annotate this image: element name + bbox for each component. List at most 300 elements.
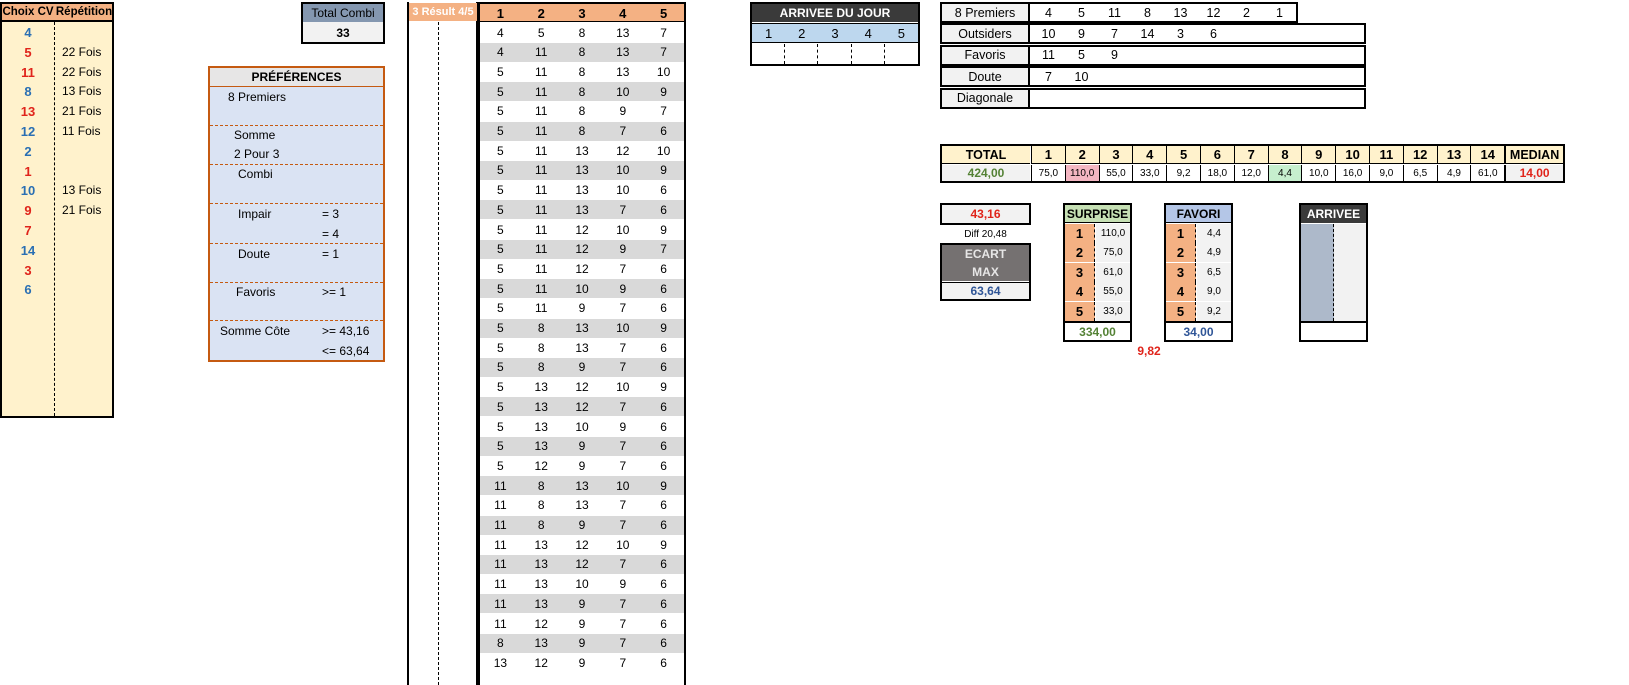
results-cell[interactable]: 5 — [497, 419, 504, 434]
results-cell[interactable]: 12 — [534, 458, 548, 473]
results-cell[interactable]: 13 — [575, 478, 589, 493]
results-cell[interactable]: 11 — [534, 202, 548, 217]
preferences-panel — [208, 66, 385, 362]
results-cell[interactable]: 5 — [497, 84, 504, 99]
results-cell[interactable]: 5 — [497, 399, 504, 414]
results-cell[interactable]: 5 — [497, 64, 504, 79]
total-column-value[interactable]: 4,4 — [1268, 165, 1302, 181]
favori-value[interactable]: 6,5 — [1197, 263, 1231, 282]
results-cell[interactable]: 7 — [619, 458, 627, 473]
results-cell[interactable]: 11 — [534, 124, 548, 138]
category-value[interactable]: 1 — [1276, 5, 1283, 20]
results-cell[interactable]: 9 — [660, 222, 667, 237]
results-cell[interactable]: 5 — [497, 104, 504, 119]
arrivee-title: ARRIVEE — [1301, 205, 1366, 223]
results-cell[interactable]: 6 — [660, 518, 667, 532]
category-value[interactable]: 10 — [1041, 26, 1056, 41]
results-cell[interactable]: 7 — [619, 360, 627, 375]
category-value[interactable]: 12 — [1206, 5, 1221, 20]
results-cell[interactable]: 12 — [534, 616, 548, 631]
results-cell[interactable]: 13 — [575, 340, 589, 355]
results-cell[interactable]: 12 — [575, 399, 589, 414]
results-cell[interactable]: 13 — [575, 183, 589, 198]
total-column-number: 12 — [1403, 146, 1437, 164]
repetition-value[interactable] — [62, 142, 114, 161]
median-label: MEDIAN — [1504, 146, 1563, 164]
results-cell[interactable]: 13 — [534, 439, 548, 454]
category-value[interactable]: 9 — [1111, 48, 1118, 63]
diff-label: Diff 20,48 — [964, 228, 1007, 240]
results-cell[interactable]: 6 — [660, 124, 667, 138]
results-cell[interactable]: 10 — [575, 577, 589, 592]
preference-separator — [210, 125, 383, 126]
total-column-value[interactable]: 61,0 — [1470, 165, 1504, 181]
choix-cv-value[interactable]: 14 — [20, 242, 36, 258]
results-cell[interactable]: 5 — [497, 261, 504, 276]
results-cell[interactable]: 8 — [578, 45, 586, 60]
results-cell[interactable]: 8 — [537, 340, 545, 355]
median-value: 14,00 — [1504, 165, 1563, 181]
choix-cv-value[interactable]: 3 — [24, 262, 32, 278]
results-cell[interactable]: 13 — [616, 45, 630, 60]
results-cell[interactable]: 9 — [578, 439, 586, 454]
repetition-value[interactable]: 22 Fois — [62, 44, 102, 59]
surprise-value[interactable]: 75,0 — [1096, 243, 1130, 262]
results-cell[interactable]: 6 — [660, 498, 667, 513]
category-value[interactable]: 5 — [1078, 5, 1085, 20]
total-column-value[interactable]: 55,0 — [1099, 165, 1133, 181]
total-column-number: 13 — [1437, 146, 1471, 164]
results-cell[interactable]: 11 — [534, 183, 548, 198]
results-cell[interactable]: 6 — [660, 439, 667, 454]
surprise-value[interactable]: 55,0 — [1096, 282, 1130, 301]
results-cell[interactable]: 12 — [575, 261, 589, 276]
results-cell[interactable]: 7 — [619, 616, 627, 631]
category-label: 8 Premiers — [942, 4, 1030, 21]
results-cell[interactable]: 11 — [494, 596, 507, 611]
results-cell[interactable]: 10 — [616, 183, 630, 198]
results-cell[interactable]: 11 — [534, 45, 548, 60]
results-cell[interactable]: 10 — [656, 64, 671, 79]
results-cell[interactable]: 9 — [619, 281, 627, 296]
repetition-value[interactable]: 11 Fois — [62, 124, 101, 138]
results-cell[interactable]: 11 — [494, 616, 507, 631]
extra-value: 9,82 — [1137, 344, 1161, 358]
arrivee-col2 — [1334, 224, 1366, 321]
results-cell[interactable]: 7 — [619, 340, 627, 355]
results-cell[interactable]: 5 — [497, 124, 504, 138]
results-cell[interactable]: 8 — [537, 498, 545, 513]
results-cell[interactable]: 5 — [497, 321, 504, 335]
surprise-value[interactable]: 33,0 — [1096, 302, 1130, 321]
preference-label: 8 Premiers — [228, 90, 287, 104]
results-cell[interactable]: 11 — [534, 222, 548, 237]
results-cell[interactable]: 13 — [493, 655, 508, 670]
results-cell[interactable]: 8 — [578, 84, 586, 99]
results-cell[interactable]: 5 — [497, 380, 504, 395]
choix-cv-value[interactable]: 8 — [24, 84, 32, 100]
results-cell[interactable]: 13 — [575, 498, 589, 513]
favori-total: 34,00 — [1183, 324, 1214, 339]
results-cell[interactable]: 4 — [497, 25, 504, 40]
preference-separator — [210, 282, 383, 283]
results-cell[interactable]: 13 — [534, 557, 548, 572]
results-cell[interactable]: 11 — [534, 143, 548, 158]
choix-cv-value[interactable]: 6 — [24, 282, 32, 298]
results-cell[interactable]: 5 — [497, 202, 504, 217]
choix-cv-value[interactable]: 13 — [20, 104, 36, 120]
repetition-value[interactable]: 13 Fois — [62, 84, 102, 99]
choix-cv-value[interactable]: 7 — [24, 223, 32, 238]
total-column-value[interactable]: 10,0 — [1301, 165, 1335, 181]
results-cell[interactable]: 13 — [575, 202, 589, 217]
results-cell[interactable]: 13 — [575, 143, 589, 158]
results-cell[interactable]: 11 — [494, 537, 507, 552]
preference-label: Somme — [234, 128, 276, 142]
results-cell[interactable]: 5 — [497, 301, 504, 316]
results-cell[interactable]: 5 — [497, 143, 504, 158]
results-cell[interactable]: 7 — [660, 104, 667, 119]
results-cell[interactable]: 9 — [619, 104, 627, 119]
total-column-number: 9 — [1301, 146, 1335, 164]
favori-value[interactable]: 4,4 — [1197, 224, 1231, 243]
results-cell[interactable]: 6 — [660, 596, 667, 611]
results-cell[interactable]: 9 — [578, 458, 586, 473]
results-cell[interactable]: 8 — [537, 360, 545, 375]
results-cell[interactable]: 6 — [660, 655, 667, 670]
results-label: 3 Résult 4/5 — [409, 3, 477, 21]
results-cell[interactable]: 5 — [497, 340, 504, 355]
results-cell[interactable]: 9 — [578, 301, 586, 316]
arrivee-jour-input[interactable] — [818, 44, 851, 64]
results-cell[interactable]: 10 — [616, 478, 630, 493]
results-cell[interactable]: 13 — [616, 64, 630, 79]
surprise-rank: 1 — [1065, 224, 1095, 243]
results-column-header: 2 — [537, 5, 545, 21]
results-column-header: 1 — [496, 5, 505, 21]
total-column-value[interactable]: 4,9 — [1437, 165, 1471, 181]
results-left-frame — [407, 2, 478, 685]
results-cell[interactable]: 11 — [494, 557, 507, 572]
results-cell[interactable]: 6 — [660, 557, 667, 572]
results-cell[interactable]: 5 — [497, 163, 504, 178]
preference-value[interactable]: = 3 — [322, 207, 340, 221]
results-cell[interactable]: 8 — [578, 25, 586, 40]
results-cell[interactable]: 9 — [578, 360, 586, 375]
choix-cv-header: Choix CV — [2, 6, 54, 18]
preference-value[interactable]: >= 43,16 — [322, 324, 370, 338]
results-cell[interactable]: 6 — [660, 419, 667, 434]
results-cell[interactable]: 5 — [497, 360, 504, 375]
results-cell[interactable]: 7 — [660, 25, 667, 40]
preference-value[interactable]: >= 1 — [322, 285, 347, 299]
results-cell[interactable]: 13 — [534, 577, 548, 592]
surprise-value[interactable]: 110,0 — [1096, 224, 1130, 243]
results-cell[interactable]: 6 — [660, 301, 667, 316]
results-cell[interactable]: 5 — [497, 183, 504, 198]
total-column-number: 6 — [1200, 146, 1234, 164]
results-cell[interactable]: 13 — [534, 399, 548, 414]
results-cell[interactable]: 9 — [660, 321, 667, 335]
choix-cv-value[interactable]: 2 — [24, 143, 32, 159]
results-cell[interactable]: 6 — [660, 340, 667, 355]
repetition-value[interactable] — [62, 23, 114, 42]
results-cell[interactable]: 11 — [494, 478, 507, 493]
preference-value[interactable]: <= 63,64 — [322, 344, 370, 358]
favori-value[interactable]: 9,0 — [1197, 282, 1231, 301]
results-cell[interactable]: 11 — [534, 84, 548, 99]
category-value[interactable]: 6 — [1210, 26, 1217, 41]
results-cell[interactable]: 13 — [534, 419, 548, 434]
favori-rank: 3 — [1166, 263, 1196, 282]
total-column-value[interactable]: 6,5 — [1403, 165, 1437, 181]
total-column-value[interactable]: 18,0 — [1200, 165, 1234, 181]
results-cell[interactable]: 11 — [494, 577, 507, 592]
arrivee-jour-input[interactable] — [852, 44, 885, 64]
category-value[interactable]: 8 — [1144, 5, 1151, 20]
total-column-value[interactable]: 75,0 — [1031, 165, 1065, 181]
results-cell[interactable]: 13 — [534, 636, 548, 651]
results-cell[interactable]: 10 — [575, 281, 589, 296]
results-cell[interactable]: 6 — [660, 399, 667, 414]
category-label: Outsiders — [942, 25, 1030, 42]
results-cell[interactable]: 5 — [497, 222, 504, 237]
results-cell[interactable]: 10 — [616, 380, 630, 395]
category-value[interactable]: 13 — [1173, 5, 1188, 20]
preference-label: Impair — [238, 207, 272, 221]
category-value[interactable]: 5 — [1078, 48, 1085, 63]
results-cell[interactable]: 9 — [578, 596, 586, 611]
category-value[interactable]: 2 — [1243, 5, 1250, 20]
results-cell[interactable]: 12 — [575, 242, 589, 257]
results-cell[interactable]: 6 — [660, 636, 667, 651]
arrivee-total-box — [1299, 321, 1368, 342]
results-cell[interactable]: 13 — [534, 596, 548, 611]
total-column-number: 1 — [1031, 146, 1065, 164]
choix-cv-value[interactable]: 11 — [21, 64, 35, 80]
results-cell[interactable]: 9 — [619, 242, 627, 257]
preference-separator — [210, 164, 383, 165]
results-cell[interactable]: 9 — [578, 616, 586, 631]
total-column-number: 4 — [1132, 146, 1166, 164]
results-cell[interactable]: 10 — [656, 143, 671, 158]
results-cell[interactable]: 8 — [497, 636, 504, 651]
results-cell[interactable]: 7 — [619, 498, 627, 513]
results-cell[interactable]: 9 — [660, 537, 667, 552]
preference-value[interactable]: = 4 — [322, 227, 340, 241]
results-cell[interactable]: 8 — [578, 104, 586, 119]
total-column-value[interactable]: 16,0 — [1335, 165, 1369, 181]
results-cell[interactable]: 8 — [578, 124, 586, 138]
results-cell[interactable]: 8 — [537, 478, 545, 493]
results-cell[interactable]: 5 — [537, 25, 545, 40]
results-cell[interactable]: 7 — [619, 439, 627, 454]
arrivee-jour-column: 5 — [897, 26, 905, 41]
total-column-number: 7 — [1234, 146, 1268, 164]
results-cell[interactable]: 13 — [616, 25, 630, 40]
preference-label: Doute — [238, 247, 271, 261]
choix-cv-value[interactable]: 10 — [20, 183, 36, 199]
results-cell[interactable]: 9 — [660, 84, 667, 99]
category-label: Diagonale — [942, 90, 1030, 107]
results-cell[interactable]: 7 — [619, 557, 627, 572]
category-value[interactable]: 7 — [1045, 69, 1052, 84]
total-value: 424,00 — [942, 165, 1030, 181]
results-cell[interactable]: 11 — [534, 104, 548, 119]
results-cell[interactable]: 9 — [578, 636, 586, 651]
results-cell[interactable]: 8 — [578, 64, 586, 79]
surprise-title: SURPRISE — [1065, 205, 1130, 223]
arrivee-jour-column: 2 — [798, 26, 806, 41]
preference-value[interactable]: = 1 — [322, 247, 340, 261]
results-cell[interactable]: 12 — [534, 655, 548, 670]
results-cell[interactable]: 13 — [575, 163, 589, 178]
choix-cv-value[interactable]: 1 — [24, 163, 32, 179]
total-column-number: 11 — [1369, 146, 1403, 164]
results-cell[interactable]: 6 — [660, 577, 667, 592]
results-cell[interactable]: 6 — [660, 616, 667, 631]
max-value: 63,64 — [942, 282, 1029, 299]
total-column-number: 10 — [1335, 146, 1369, 164]
results-cell[interactable]: 11 — [534, 281, 548, 296]
results-cell[interactable]: 10 — [616, 222, 630, 237]
results-cell[interactable]: 7 — [619, 596, 627, 611]
results-cell[interactable]: 11 — [494, 518, 507, 532]
category-value[interactable]: 7 — [1111, 26, 1118, 41]
total-column-value[interactable]: 9,2 — [1166, 165, 1200, 181]
repetition-value[interactable]: 21 Fois — [62, 203, 102, 218]
results-cell[interactable]: 7 — [660, 242, 667, 257]
results-cell[interactable]: 6 — [660, 281, 667, 296]
results-left-divider — [438, 22, 439, 685]
repetition-value[interactable] — [62, 221, 114, 240]
arrivee-jour-input[interactable] — [752, 44, 785, 64]
repetition-value[interactable] — [62, 162, 114, 181]
results-cell[interactable]: 10 — [616, 84, 630, 99]
results-cell[interactable]: 13 — [575, 321, 589, 335]
results-cell[interactable]: 7 — [619, 518, 627, 532]
results-cell[interactable]: 12 — [575, 222, 589, 237]
results-cell[interactable]: 9 — [619, 577, 627, 592]
results-cell[interactable]: 7 — [619, 202, 627, 217]
category-value[interactable]: 14 — [1140, 26, 1155, 41]
results-cell[interactable]: 7 — [619, 261, 627, 276]
total-column-number: 8 — [1268, 146, 1302, 164]
results-cell[interactable]: 11 — [534, 261, 548, 276]
results-cell[interactable]: 11 — [534, 64, 548, 79]
results-cell[interactable]: 5 — [497, 242, 504, 257]
results-cell[interactable]: 12 — [575, 537, 589, 552]
results-cell[interactable]: 11 — [534, 242, 548, 257]
results-cell[interactable]: 5 — [497, 458, 504, 473]
results-cell[interactable]: 10 — [616, 321, 630, 335]
results-cell[interactable]: 10 — [616, 537, 630, 552]
repetition-value[interactable]: 21 Fois — [62, 104, 102, 119]
category-value[interactable]: 4 — [1045, 5, 1052, 20]
category-value[interactable]: 11 — [1108, 5, 1121, 20]
results-cell[interactable]: 8 — [537, 518, 545, 532]
choix-cv-value[interactable]: 12 — [20, 124, 36, 139]
preference-label: Somme Côte — [220, 324, 291, 338]
results-cell[interactable]: 9 — [578, 655, 586, 670]
results-cell[interactable]: 12 — [575, 557, 589, 572]
results-cell[interactable]: 9 — [578, 518, 586, 532]
results-cell[interactable]: 7 — [619, 655, 627, 670]
results-cell[interactable]: 11 — [534, 301, 548, 316]
results-cell[interactable]: 8 — [537, 321, 545, 335]
repetition-value[interactable]: 22 Fois — [62, 64, 102, 79]
results-cell[interactable]: 11 — [534, 163, 548, 178]
results-cell[interactable]: 13 — [534, 537, 548, 552]
results-cell[interactable]: 6 — [660, 261, 667, 276]
total-column-value[interactable]: 9,0 — [1369, 165, 1403, 181]
repetition-value[interactable] — [62, 280, 114, 299]
results-cell[interactable]: 13 — [534, 380, 548, 395]
results-cell[interactable]: 5 — [497, 281, 504, 296]
choix-cv-value[interactable]: 9 — [24, 203, 32, 219]
category-value[interactable]: 10 — [1074, 69, 1089, 84]
total-column-number: 5 — [1166, 146, 1200, 164]
results-cell[interactable]: 9 — [619, 419, 627, 434]
total-column-value[interactable]: 33,0 — [1132, 165, 1166, 181]
category-value[interactable]: 9 — [1078, 26, 1085, 41]
favori-value[interactable]: 4,9 — [1197, 243, 1231, 262]
results-cell[interactable]: 6 — [660, 202, 667, 217]
results-cell[interactable]: 4 — [497, 45, 504, 60]
results-cell[interactable]: 9 — [660, 163, 667, 178]
results-cell[interactable]: 11 — [494, 498, 507, 513]
repetition-value[interactable]: 13 Fois — [62, 183, 102, 198]
repetition-value[interactable] — [62, 241, 114, 260]
results-cell[interactable]: 10 — [575, 419, 589, 434]
category-value[interactable]: 3 — [1177, 26, 1184, 41]
favori-title: FAVORI — [1166, 205, 1231, 223]
results-cell[interactable]: 10 — [616, 163, 630, 178]
results-cell[interactable]: 7 — [619, 301, 627, 316]
category-value[interactable]: 11 — [1042, 48, 1055, 63]
choix-cv-value[interactable]: 4 — [24, 25, 32, 40]
results-cell[interactable]: 6 — [660, 183, 667, 198]
results-column-header: 3 — [578, 5, 586, 21]
favori-value[interactable]: 9,2 — [1197, 302, 1231, 321]
results-cell[interactable]: 12 — [616, 143, 630, 158]
results-cell[interactable]: 7 — [660, 45, 667, 60]
total-column-value[interactable]: 110,0 — [1065, 165, 1099, 181]
results-cell[interactable]: 6 — [660, 360, 667, 375]
results-cell[interactable]: 7 — [619, 124, 627, 138]
surprise-value[interactable]: 61,0 — [1096, 263, 1130, 282]
results-cell[interactable]: 7 — [619, 399, 627, 414]
choix-cv-value[interactable]: 5 — [24, 44, 32, 60]
total-combi-label: Total Combi — [303, 4, 383, 22]
surprise-total: 334,00 — [1079, 324, 1116, 339]
arrivee-jour-input[interactable] — [885, 44, 918, 64]
arrivee-jour-column: 3 — [831, 26, 839, 41]
repetition-value[interactable] — [62, 261, 114, 280]
total-column-value[interactable]: 12,0 — [1234, 165, 1268, 181]
surprise-rank: 5 — [1065, 302, 1095, 321]
arrivee-jour-input[interactable] — [785, 44, 818, 64]
category-label: Doute — [942, 68, 1030, 85]
arrivee-col1 — [1301, 224, 1334, 321]
results-cell[interactable]: 6 — [660, 458, 667, 473]
results-cell[interactable]: 5 — [497, 439, 504, 454]
results-cell[interactable]: 9 — [660, 478, 667, 493]
preference-separator — [210, 203, 383, 204]
results-cell[interactable]: 9 — [660, 380, 667, 395]
results-cell[interactable]: 7 — [619, 636, 627, 651]
results-cell[interactable]: 12 — [575, 380, 589, 395]
